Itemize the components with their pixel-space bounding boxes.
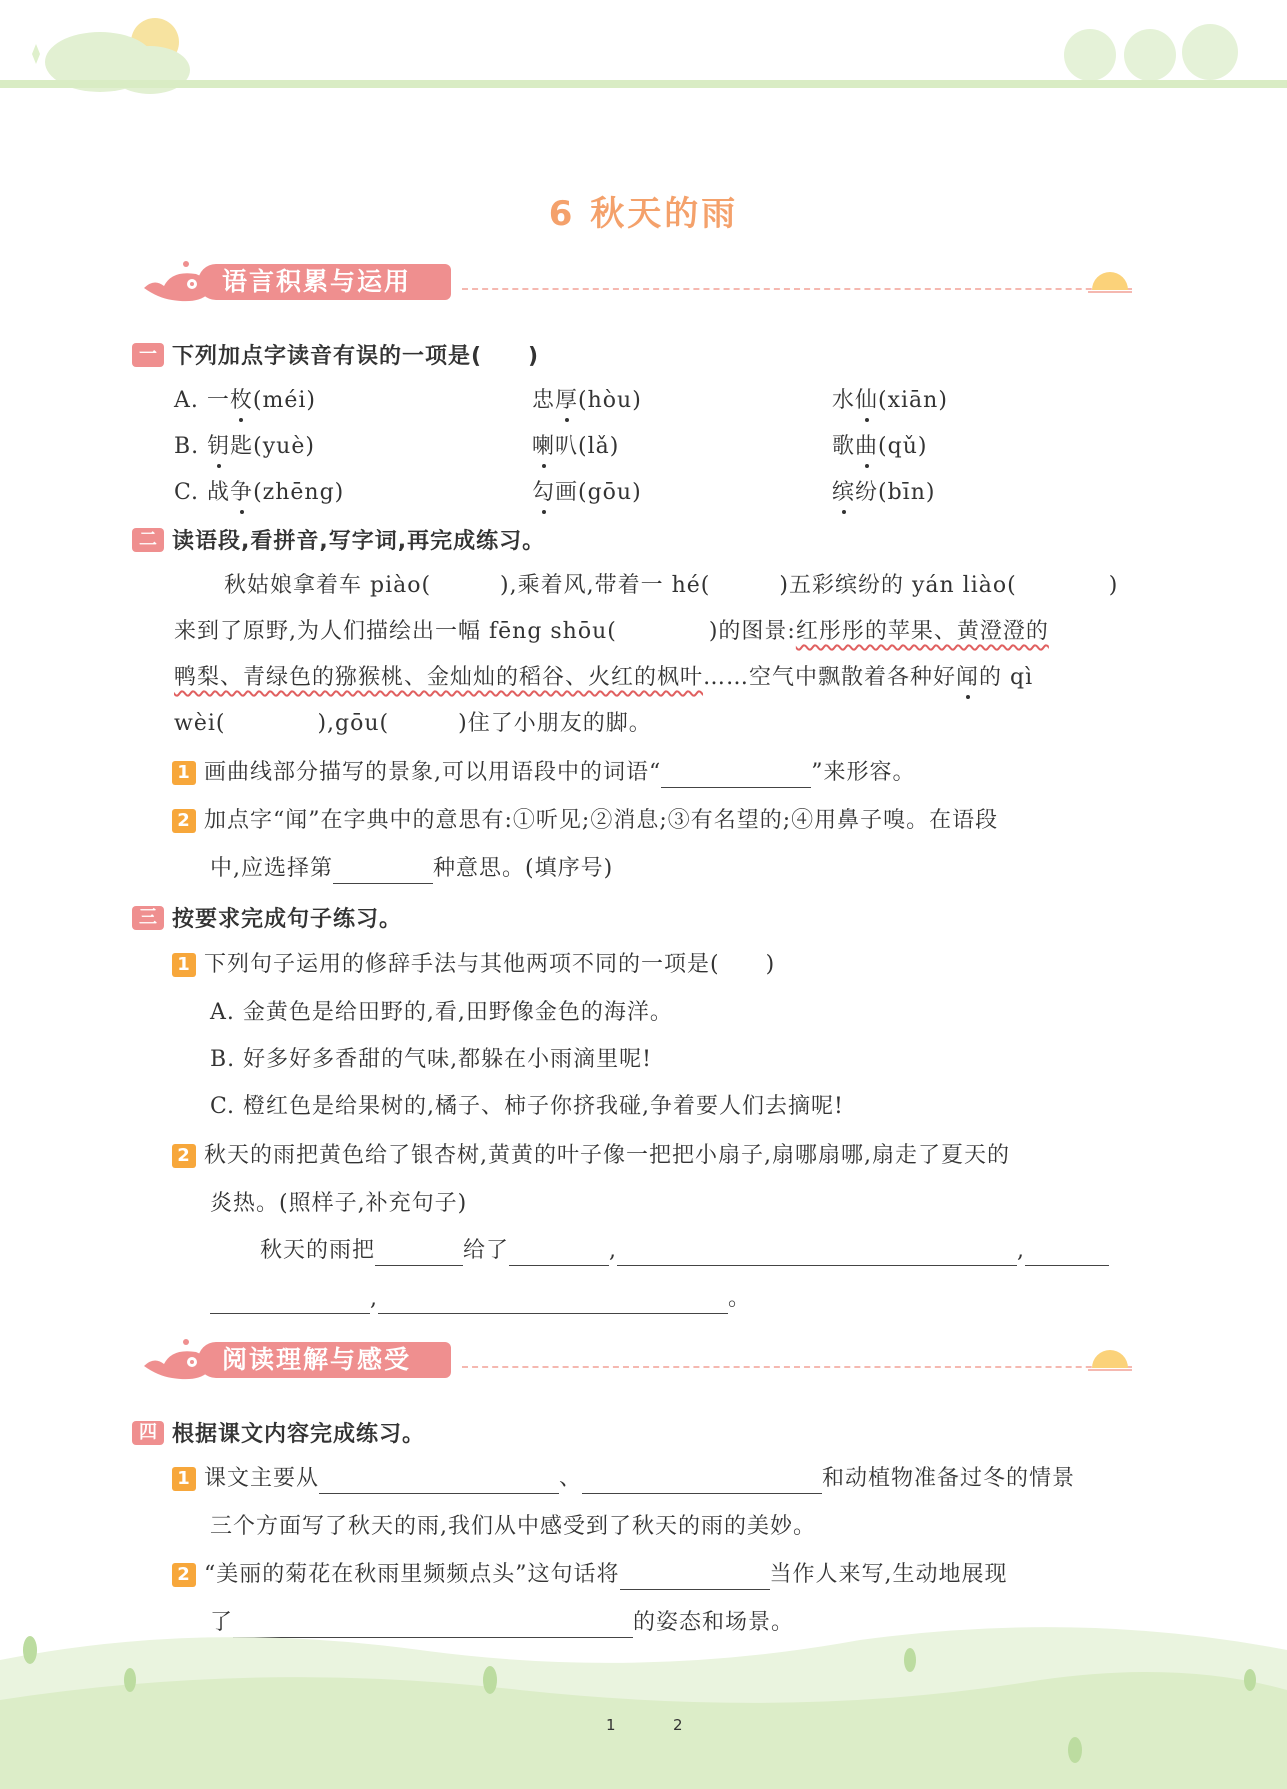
sub-question-cont: 炎热。(照样子,补充句子)	[210, 1191, 468, 1216]
sub-number: 1	[172, 953, 196, 977]
answer-blank[interactable]	[620, 1565, 770, 1590]
section-title: 语言积累与运用	[198, 264, 451, 300]
page-title: 6 秋天的雨	[548, 194, 739, 234]
answer-blank[interactable]	[617, 1241, 1017, 1266]
sunset-icon	[1088, 262, 1132, 296]
sub-question: 2 加点字“闻”在字典中的意思有:①听见;②消息;③有名望的;④用鼻子嗅。在语段	[172, 806, 998, 836]
divider	[462, 1366, 1132, 1368]
answer-blank[interactable]	[509, 1241, 609, 1266]
question-1-heading: 一 下列加点字读音有误的一项是( )	[132, 339, 539, 373]
sub-question: 1 下列句子运用的修辞手法与其他两项不同的一项是( )	[172, 950, 775, 980]
page-number-right: 2	[673, 1716, 683, 1734]
sub-question: 1 课文主要从 、 和动植物准备过冬的情景	[172, 1464, 1075, 1494]
question-number: 一	[132, 343, 164, 367]
answer-blank[interactable]	[375, 1241, 463, 1266]
choice-c: C. 橙红色是给果树的,橘子、柿子你挤我碰,争着要人们去摘呢!	[210, 1094, 844, 1119]
sub-question-cont: 三个方面写了秋天的雨,我们从中感受到了秋天的雨的美妙。	[210, 1514, 816, 1539]
divider	[462, 288, 1132, 290]
section-banner-2	[128, 1336, 1138, 1388]
choice-b: B. 好多好多香甜的气味,都躲在小雨滴里呢!	[210, 1047, 652, 1072]
question-3-heading: 三 按要求完成句子练习。	[132, 902, 402, 936]
sub-number: 1	[172, 761, 196, 785]
answer-blank[interactable]	[582, 1469, 822, 1494]
option-row: B. 钥匙(yuè)	[174, 432, 315, 462]
fill-sentence-cont: , 。	[210, 1284, 751, 1314]
option-row: 喇叭(lǎ)	[532, 432, 619, 462]
section-banner-1	[128, 258, 1138, 310]
passage-line: 鸭梨、青绿色的猕猴桃、金灿灿的稻谷、火红的枫叶……空气中飘散着各种好闻的 qì	[174, 663, 1033, 693]
sub-question: 1 画曲线部分描写的景象,可以用语段中的词语“ ”来形容。	[172, 758, 916, 788]
sub-number: 2	[172, 1563, 196, 1587]
answer-blank[interactable]	[333, 859, 433, 884]
footer-landscape	[0, 1620, 1287, 1789]
question-number: 三	[132, 906, 164, 930]
section-title: 阅读理解与感受	[198, 1342, 451, 1378]
sub-question: 2 “美丽的菊花在秋雨里频频点头”这句话将 当作人来写,生动地展现	[172, 1560, 1008, 1590]
passage-line: wèi( ),gōu( )住了小朋友的脚。	[174, 711, 652, 736]
header-line	[0, 80, 1287, 88]
sub-question-cont: 了 的姿态和场景。	[210, 1608, 794, 1638]
answer-blank[interactable]	[378, 1289, 728, 1314]
option-row: 水仙(xiān)	[832, 386, 948, 416]
sub-question-cont: 中,应选择第 种意思。(填序号)	[210, 854, 613, 884]
passage-line: 秋姑娘拿着车 piào( ),乘着风,带着一 hé( )五彩缤纷的 yán liào( )	[224, 573, 1119, 598]
sub-question: 2 秋天的雨把黄色给了银杏树,黄黄的叶子像一把把小扇子,扇哪扇哪,扇走了夏天的	[172, 1141, 1010, 1171]
option-row: 勾画(gōu)	[532, 478, 642, 508]
answer-blank[interactable]	[661, 763, 811, 788]
sub-number: 1	[172, 1467, 196, 1491]
question-number: 二	[132, 528, 164, 552]
question-4-heading: 四 根据课文内容完成练习。	[132, 1417, 425, 1451]
sub-number: 2	[172, 1144, 196, 1168]
header-decoration	[0, 0, 1287, 110]
question-number: 四	[132, 1421, 164, 1445]
option-row: 歌曲(qǔ)	[832, 432, 927, 462]
passage-line: 来到了原野,为人们描绘出一幅 fēng shōu( )的图景:红彤彤的苹果、黄澄澄的	[174, 619, 1049, 644]
sunset-icon	[1088, 1340, 1132, 1374]
fill-sentence: 秋天的雨把 给了 , ,	[260, 1236, 1109, 1266]
option-row: A. 一枚(méi)	[174, 386, 316, 416]
page-number-left: 1	[606, 1716, 616, 1734]
choice-a: A. 金黄色是给田野的,看,田野像金色的海洋。	[210, 1000, 673, 1025]
answer-blank[interactable]	[1025, 1241, 1109, 1266]
answer-blank[interactable]	[210, 1289, 370, 1314]
option-row: 忠厚(hòu)	[532, 386, 642, 416]
option-row: 缤纷(bīn)	[832, 478, 935, 508]
question-2-heading: 二 读语段,看拼音,写字词,再完成练习。	[132, 524, 545, 558]
sub-number: 2	[172, 809, 196, 833]
option-row: C. 战争(zhēng)	[174, 478, 344, 508]
answer-blank[interactable]	[319, 1469, 559, 1494]
